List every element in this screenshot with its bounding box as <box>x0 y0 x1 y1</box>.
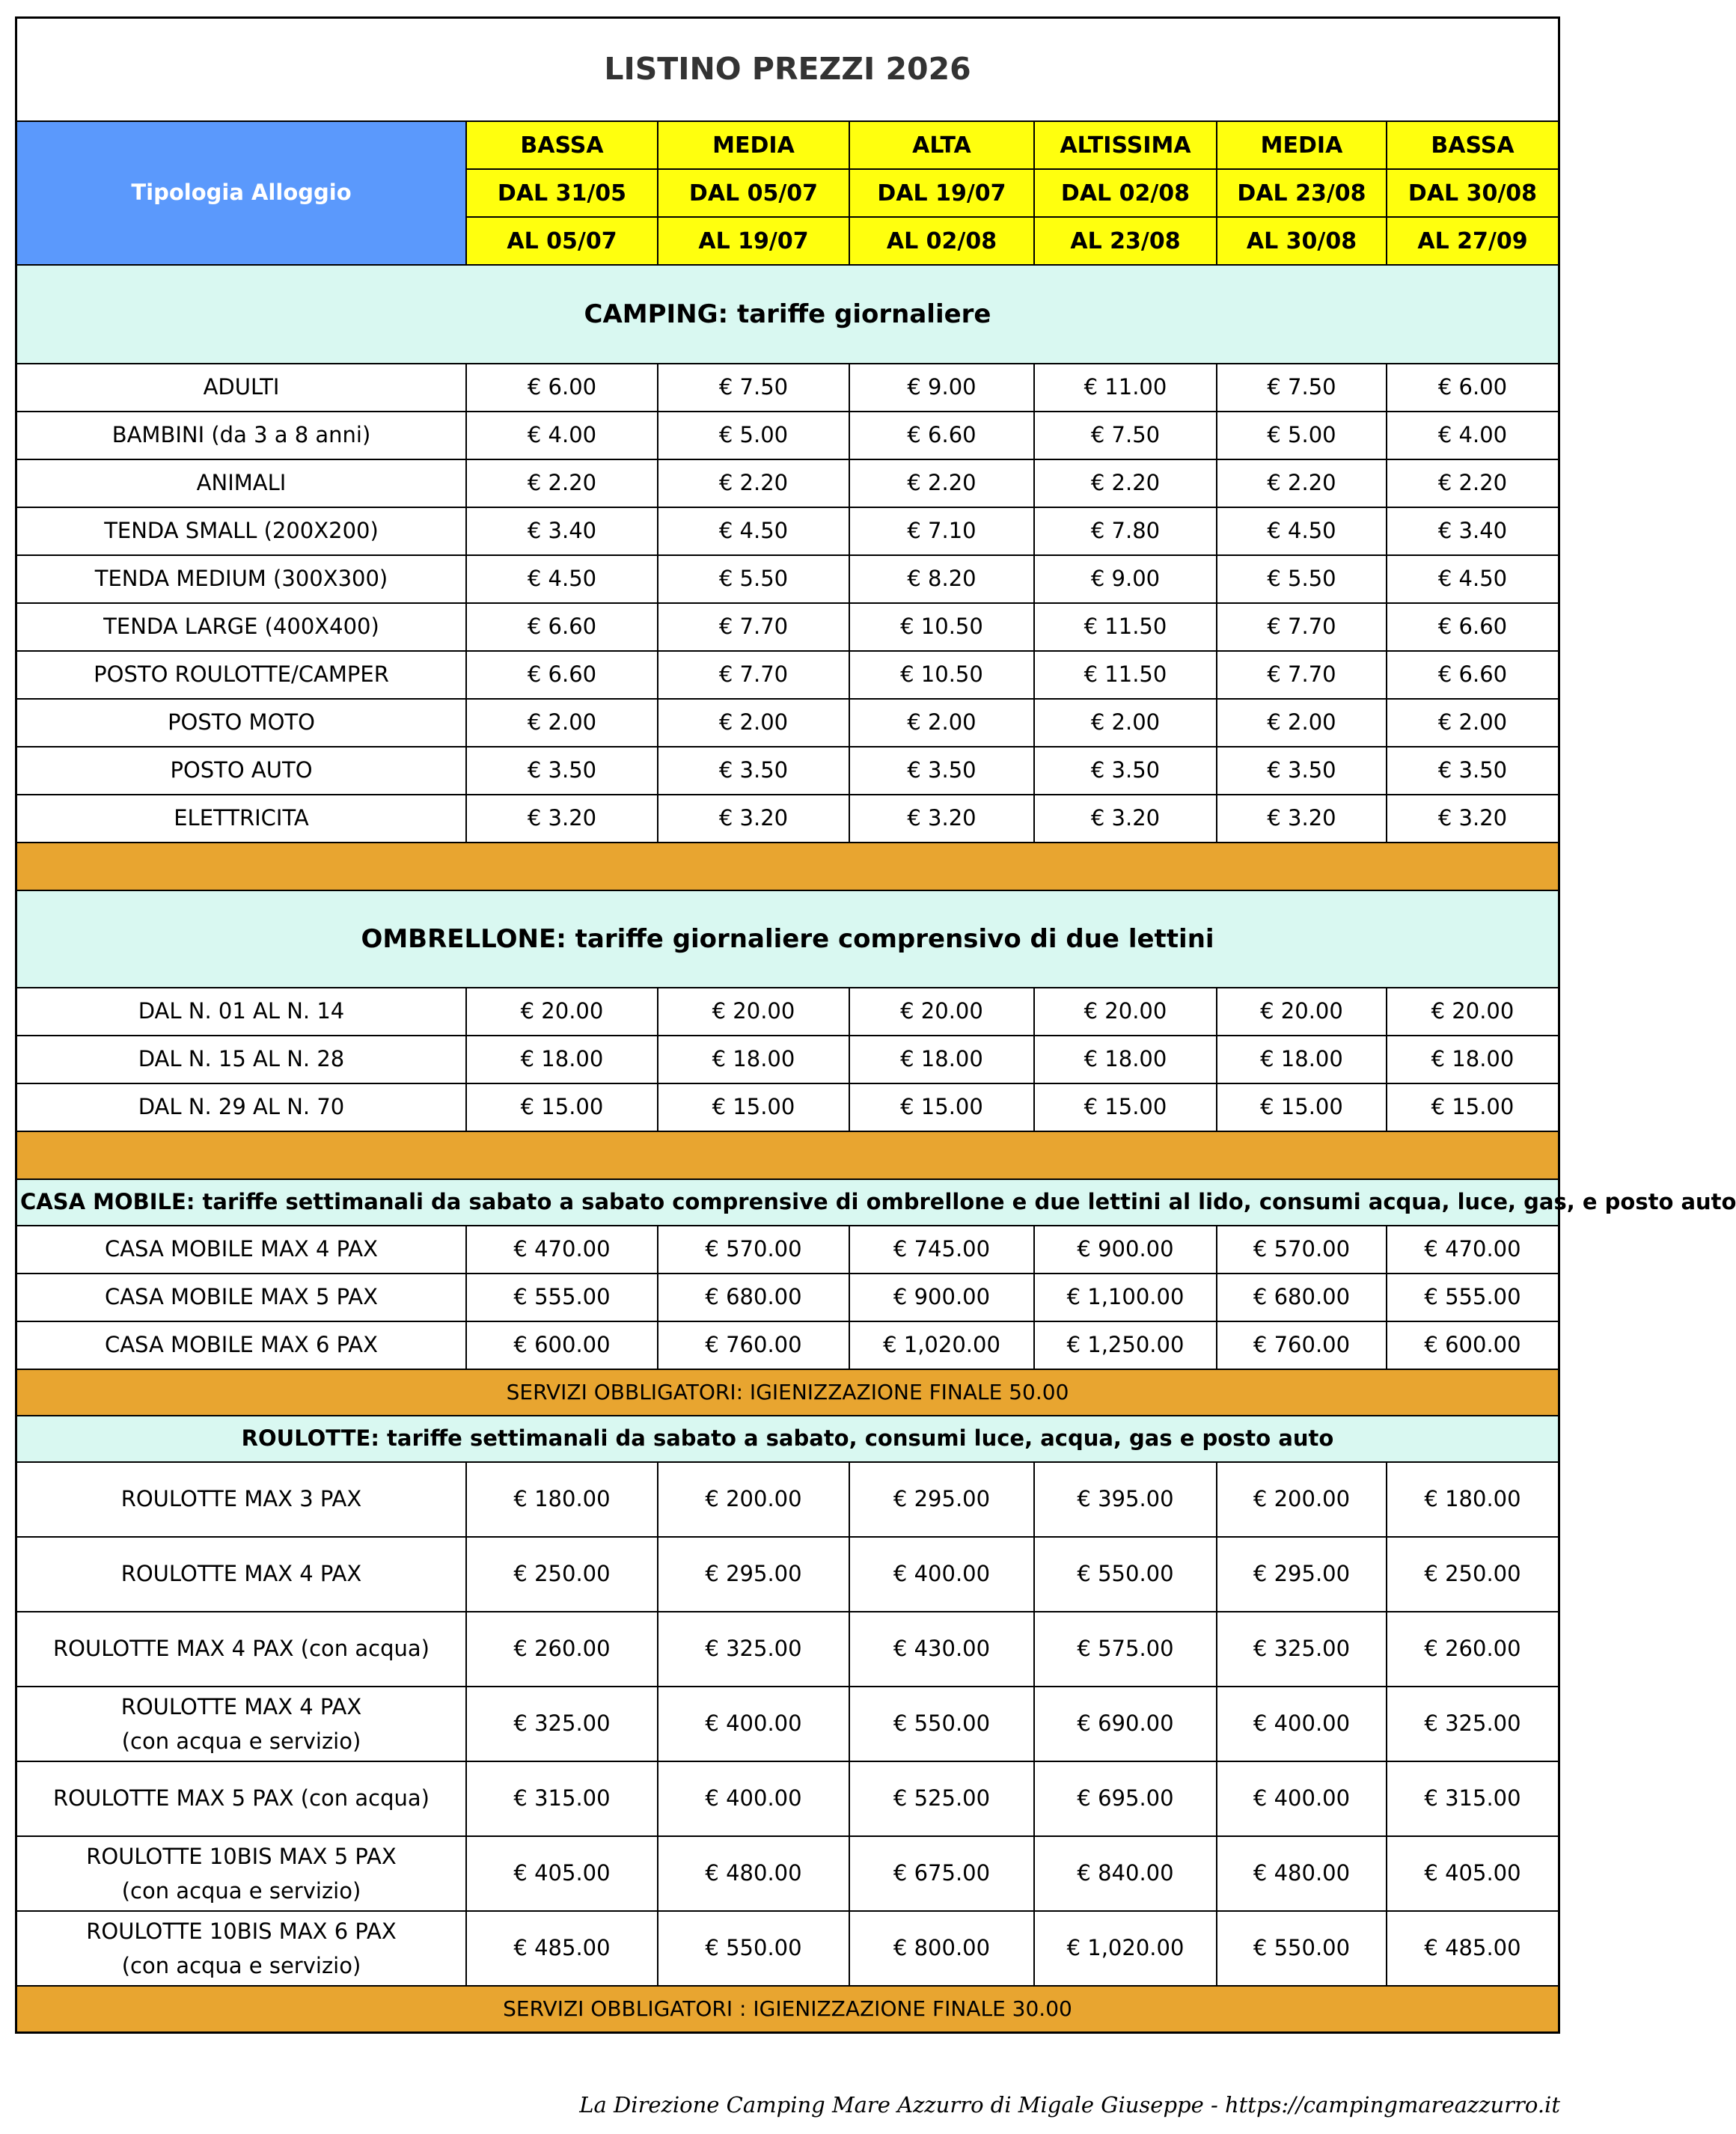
price-cell: € 3.40 <box>466 507 658 555</box>
price-cell: € 250.00 <box>466 1537 658 1612</box>
price-cell: € 555.00 <box>1387 1274 1558 1321</box>
price-cell: € 5.00 <box>1217 412 1387 459</box>
price-cell: € 600.00 <box>466 1321 658 1369</box>
price-cell: € 4.50 <box>1387 555 1558 603</box>
price-cell: € 760.00 <box>658 1321 849 1369</box>
row-label-line: ROULOTTE 10BIS MAX 5 PAX <box>86 1843 397 1869</box>
mandatory-services-casa-mobile: SERVIZI OBBLIGATORI: IGIENIZZAZIONE FINALE 50.00 <box>17 1369 1558 1416</box>
table-row <box>17 1612 1558 1687</box>
price-cell: € 6.60 <box>466 603 658 651</box>
price-cell: € 200.00 <box>1217 1462 1387 1537</box>
row-label-note: (con acqua e servizio) <box>121 1728 361 1754</box>
price-cell: € 745.00 <box>849 1226 1034 1274</box>
price-cell: € 3.20 <box>849 795 1034 843</box>
section-title-casa-mobile: CASA MOBILE: tariffe settimanali da sabato a sabato comprensive di ombrellone e due lettini al lido, consumi acqua, luce, gas, e posto auto <box>17 1179 1558 1226</box>
price-cell: € 2.00 <box>1387 699 1558 747</box>
price-cell: € 550.00 <box>1217 1911 1387 1986</box>
table-row <box>17 603 1558 651</box>
price-cell: € 295.00 <box>658 1537 849 1612</box>
price-cell: € 2.00 <box>849 699 1034 747</box>
price-cell: € 2.00 <box>466 699 658 747</box>
row-label-note: (con acqua e servizio) <box>121 1953 361 1978</box>
season-to-date: AL 27/09 <box>1387 217 1558 265</box>
table-row <box>17 364 1558 412</box>
price-cell: € 3.50 <box>1217 747 1387 795</box>
price-cell: € 20.00 <box>658 988 849 1036</box>
price-cell: € 550.00 <box>849 1687 1034 1761</box>
row-label-note: (con acqua e servizio) <box>121 1878 361 1904</box>
price-cell: € 250.00 <box>1387 1537 1558 1612</box>
row-label: TENDA LARGE (400X400) <box>17 603 466 651</box>
price-cell: € 405.00 <box>466 1836 658 1911</box>
price-cell: € 680.00 <box>658 1274 849 1321</box>
price-cell: € 20.00 <box>849 988 1034 1036</box>
price-cell: € 430.00 <box>849 1612 1034 1687</box>
price-cell: € 400.00 <box>658 1761 849 1836</box>
price-cell: € 15.00 <box>849 1083 1034 1131</box>
price-cell: € 7.10 <box>849 507 1034 555</box>
price-cell: € 575.00 <box>1034 1612 1217 1687</box>
price-cell: € 400.00 <box>658 1687 849 1761</box>
price-cell: € 2.20 <box>1034 459 1217 507</box>
season-header: MEDIA <box>1217 121 1387 169</box>
price-cell: € 20.00 <box>1034 988 1217 1036</box>
price-cell: € 400.00 <box>849 1537 1034 1612</box>
table-row <box>17 459 1558 507</box>
price-cell: € 7.70 <box>658 651 849 699</box>
season-to-date: AL 19/07 <box>658 217 849 265</box>
price-cell: € 7.70 <box>1217 603 1387 651</box>
season-header: BASSA <box>466 121 658 169</box>
price-cell: € 395.00 <box>1034 1462 1217 1537</box>
price-cell: € 7.50 <box>1217 364 1387 412</box>
row-label-line: ROULOTTE MAX 4 PAX <box>120 1693 362 1719</box>
price-cell: € 325.00 <box>1387 1687 1558 1761</box>
season-from-date: DAL 31/05 <box>466 169 658 217</box>
price-cell: € 315.00 <box>466 1761 658 1836</box>
row-label: CASA MOBILE MAX 4 PAX <box>17 1226 466 1274</box>
price-cell: € 325.00 <box>466 1687 658 1761</box>
price-cell: € 15.00 <box>1387 1083 1558 1131</box>
price-cell: € 3.20 <box>1034 795 1217 843</box>
table-row <box>17 1537 1558 1612</box>
row-label: ANIMALI <box>17 459 466 507</box>
table-row <box>17 555 1558 603</box>
row-label: ROULOTTE MAX 3 PAX <box>17 1462 466 1537</box>
mandatory-services-roulotte: SERVIZI OBBLIGATORI : IGIENIZZAZIONE FINALE 30.00 <box>17 1986 1558 2031</box>
row-label: POSTO ROULOTTE/CAMPER <box>17 651 466 699</box>
price-cell: € 3.50 <box>658 747 849 795</box>
price-cell: € 550.00 <box>658 1911 849 1986</box>
price-cell: € 6.60 <box>1387 603 1558 651</box>
price-cell: € 2.20 <box>1387 459 1558 507</box>
price-cell: € 900.00 <box>1034 1226 1217 1274</box>
price-cell: € 3.20 <box>658 795 849 843</box>
season-from-date: DAL 23/08 <box>1217 169 1387 217</box>
price-cell: € 180.00 <box>466 1462 658 1537</box>
row-label: DAL N. 15 AL N. 28 <box>17 1036 466 1083</box>
price-cell: € 11.50 <box>1034 651 1217 699</box>
price-cell: € 4.50 <box>466 555 658 603</box>
price-cell: € 7.50 <box>658 364 849 412</box>
price-cell: € 18.00 <box>658 1036 849 1083</box>
price-cell: € 840.00 <box>1034 1836 1217 1911</box>
season-header: ALTISSIMA <box>1034 121 1217 169</box>
price-cell: € 325.00 <box>1217 1612 1387 1687</box>
section-title-roulotte: ROULOTTE: tariffe settimanali da sabato a sabato, consumi luce, acqua, gas e posto auto <box>17 1416 1558 1462</box>
price-list-sheet <box>15 16 1736 2034</box>
price-cell: € 3.50 <box>466 747 658 795</box>
price-cell: € 6.60 <box>849 412 1034 459</box>
tipologia-header: Tipologia Alloggio <box>17 121 466 265</box>
price-cell: € 760.00 <box>1217 1321 1387 1369</box>
price-cell: € 11.50 <box>1034 603 1217 651</box>
row-label <box>17 1687 466 1761</box>
price-cell: € 3.50 <box>1034 747 1217 795</box>
price-cell: € 1,100.00 <box>1034 1274 1217 1321</box>
table-row <box>17 699 1558 747</box>
table-row <box>17 1036 1558 1083</box>
price-cell: € 10.50 <box>849 603 1034 651</box>
price-cell: € 295.00 <box>1217 1537 1387 1612</box>
season-header: BASSA <box>1387 121 1558 169</box>
price-cell: € 570.00 <box>1217 1226 1387 1274</box>
row-label: CASA MOBILE MAX 5 PAX <box>17 1274 466 1321</box>
price-cell: € 555.00 <box>466 1274 658 1321</box>
price-cell: € 7.50 <box>1034 412 1217 459</box>
price-cell: € 260.00 <box>466 1612 658 1687</box>
price-cell: € 570.00 <box>658 1226 849 1274</box>
price-cell: € 3.20 <box>1217 795 1387 843</box>
price-cell: € 18.00 <box>849 1036 1034 1083</box>
price-cell: € 1,250.00 <box>1034 1321 1217 1369</box>
price-cell: € 18.00 <box>466 1036 658 1083</box>
price-cell: € 2.00 <box>1034 699 1217 747</box>
row-label: POSTO AUTO <box>17 747 466 795</box>
price-cell: € 3.50 <box>1387 747 1558 795</box>
season-to-date: AL 30/08 <box>1217 217 1387 265</box>
price-cell: € 550.00 <box>1034 1537 1217 1612</box>
row-label <box>17 1836 466 1911</box>
price-cell: € 295.00 <box>849 1462 1034 1537</box>
price-cell: € 675.00 <box>849 1836 1034 1911</box>
table-row <box>17 1687 1558 1761</box>
table-row <box>17 1462 1558 1537</box>
price-cell: € 315.00 <box>1387 1761 1558 1836</box>
season-to-date: AL 23/08 <box>1034 217 1217 265</box>
price-cell: € 4.00 <box>1387 412 1558 459</box>
season-to-date: AL 02/08 <box>849 217 1034 265</box>
row-label: CASA MOBILE MAX 6 PAX <box>17 1321 466 1369</box>
price-cell: € 485.00 <box>466 1911 658 1986</box>
row-label: DAL N. 01 AL N. 14 <box>17 988 466 1036</box>
table-row <box>17 1836 1558 1911</box>
page-title: LISTINO PREZZI 2026 <box>17 19 1558 121</box>
price-cell: € 3.50 <box>849 747 1034 795</box>
price-cell: € 680.00 <box>1217 1274 1387 1321</box>
price-cell: € 4.00 <box>466 412 658 459</box>
price-cell: € 7.70 <box>1217 651 1387 699</box>
price-cell: € 7.80 <box>1034 507 1217 555</box>
price-cell: € 2.20 <box>658 459 849 507</box>
price-cell: € 18.00 <box>1034 1036 1217 1083</box>
price-cell: € 3.20 <box>466 795 658 843</box>
price-cell: € 525.00 <box>849 1761 1034 1836</box>
table-row <box>17 1321 1558 1369</box>
section-title-ombrellone: OMBRELLONE: tariffe giornaliere comprensivo di due lettini <box>17 890 1558 988</box>
season-header: MEDIA <box>658 121 849 169</box>
table-row <box>17 1761 1558 1836</box>
table-row <box>17 1274 1558 1321</box>
section-title-camping: CAMPING: tariffe giornaliere <box>17 265 1558 364</box>
price-cell: € 15.00 <box>466 1083 658 1131</box>
season-from-date: DAL 30/08 <box>1387 169 1558 217</box>
price-cell: € 10.50 <box>849 651 1034 699</box>
price-cell: € 15.00 <box>1034 1083 1217 1131</box>
price-cell: € 2.20 <box>849 459 1034 507</box>
season-from-date: DAL 19/07 <box>849 169 1034 217</box>
table-row <box>17 795 1558 843</box>
row-label: BAMBINI (da 3 a 8 anni) <box>17 412 466 459</box>
season-from-date: DAL 05/07 <box>658 169 849 217</box>
section-divider <box>17 843 1558 890</box>
price-cell: € 2.00 <box>658 699 849 747</box>
price-cell: € 600.00 <box>1387 1321 1558 1369</box>
price-cell: € 695.00 <box>1034 1761 1217 1836</box>
row-label <box>17 1911 466 1986</box>
price-cell: € 485.00 <box>1387 1911 1558 1986</box>
price-cell: € 5.50 <box>1217 555 1387 603</box>
price-cell: € 480.00 <box>658 1836 849 1911</box>
price-cell: € 470.00 <box>466 1226 658 1274</box>
price-cell: € 1,020.00 <box>1034 1911 1217 1986</box>
price-cell: € 20.00 <box>1217 988 1387 1036</box>
price-cell: € 5.50 <box>658 555 849 603</box>
table-row <box>17 747 1558 795</box>
row-label: ROULOTTE MAX 4 PAX <box>17 1537 466 1612</box>
price-cell: € 900.00 <box>849 1274 1034 1321</box>
price-cell: € 20.00 <box>466 988 658 1036</box>
row-label: TENDA MEDIUM (300X300) <box>17 555 466 603</box>
price-cell: € 6.00 <box>466 364 658 412</box>
price-cell: € 9.00 <box>849 364 1034 412</box>
price-cell: € 2.20 <box>466 459 658 507</box>
price-cell: € 260.00 <box>1387 1612 1558 1687</box>
section-divider <box>17 1131 1558 1179</box>
price-cell: € 15.00 <box>658 1083 849 1131</box>
price-cell: € 7.70 <box>658 603 849 651</box>
row-label: ELETTRICITA <box>17 795 466 843</box>
table-row <box>17 1911 1558 1986</box>
price-table <box>17 19 1736 2031</box>
price-cell: € 18.00 <box>1387 1036 1558 1083</box>
price-cell: € 11.00 <box>1034 364 1217 412</box>
price-cell: € 690.00 <box>1034 1687 1217 1761</box>
table-row <box>17 1226 1558 1274</box>
season-from-date: DAL 02/08 <box>1034 169 1217 217</box>
table-row <box>17 507 1558 555</box>
price-cell: € 6.00 <box>1387 364 1558 412</box>
season-to-date: AL 05/07 <box>466 217 658 265</box>
price-cell: € 400.00 <box>1217 1761 1387 1836</box>
price-cell: € 4.50 <box>1217 507 1387 555</box>
price-cell: € 3.40 <box>1387 507 1558 555</box>
price-cell: € 8.20 <box>849 555 1034 603</box>
price-cell: € 400.00 <box>1217 1687 1387 1761</box>
price-cell: € 325.00 <box>658 1612 849 1687</box>
footer-credit: La Direzione Camping Mare Azzurro di Migale Giuseppe - https://campingmareazzurro.it <box>579 2092 1560 2118</box>
row-label: ROULOTTE MAX 4 PAX (con acqua) <box>17 1612 466 1687</box>
price-cell: € 480.00 <box>1217 1836 1387 1911</box>
row-label: DAL N. 29 AL N. 70 <box>17 1083 466 1131</box>
table-row <box>17 651 1558 699</box>
price-cell: € 405.00 <box>1387 1836 1558 1911</box>
row-label: TENDA SMALL (200X200) <box>17 507 466 555</box>
row-label: ROULOTTE MAX 5 PAX (con acqua) <box>17 1761 466 1836</box>
price-cell: € 2.00 <box>1217 699 1387 747</box>
price-cell: € 6.60 <box>1387 651 1558 699</box>
price-cell: € 20.00 <box>1387 988 1558 1036</box>
table-row <box>17 1083 1558 1131</box>
price-cell: € 2.20 <box>1217 459 1387 507</box>
price-cell: € 15.00 <box>1217 1083 1387 1131</box>
price-cell: € 800.00 <box>849 1911 1034 1986</box>
price-cell: € 470.00 <box>1387 1226 1558 1274</box>
price-cell: € 18.00 <box>1217 1036 1387 1083</box>
price-cell: € 5.00 <box>658 412 849 459</box>
table-row <box>17 988 1558 1036</box>
price-cell: € 6.60 <box>466 651 658 699</box>
row-label: POSTO MOTO <box>17 699 466 747</box>
price-cell: € 4.50 <box>658 507 849 555</box>
table-row <box>17 412 1558 459</box>
price-cell: € 3.20 <box>1387 795 1558 843</box>
row-label-line: ROULOTTE 10BIS MAX 6 PAX <box>86 1918 397 1944</box>
row-label: ADULTI <box>17 364 466 412</box>
price-cell: € 9.00 <box>1034 555 1217 603</box>
price-cell: € 180.00 <box>1387 1462 1558 1537</box>
price-cell: € 1,020.00 <box>849 1321 1034 1369</box>
price-cell: € 200.00 <box>658 1462 849 1537</box>
season-header: ALTA <box>849 121 1034 169</box>
